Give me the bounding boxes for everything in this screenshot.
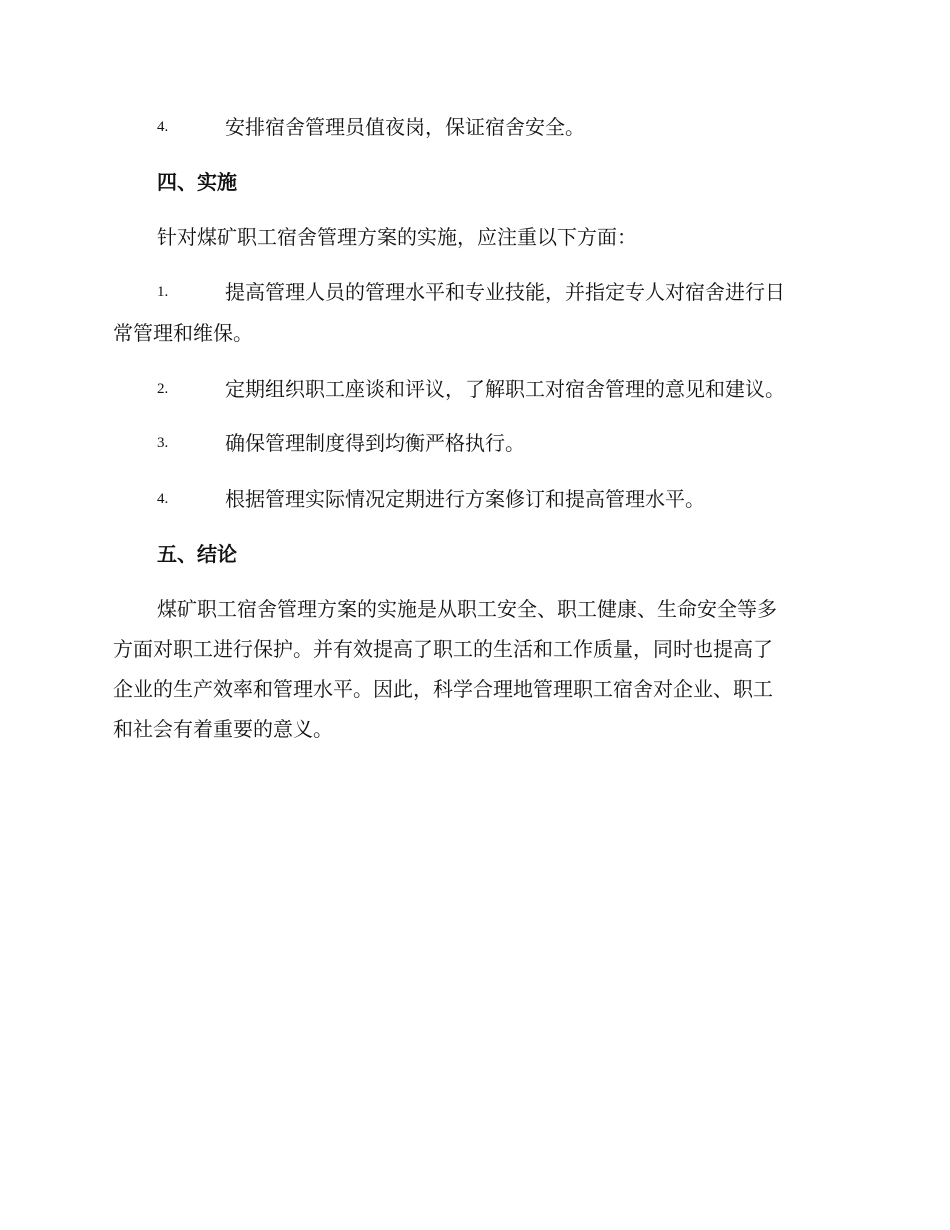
list-item-text: 根据管理实际情况定期进行方案修订和提高管理水平。 (225, 487, 705, 511)
section-heading-conclusion: 五、结论 (157, 542, 237, 566)
section-heading-implementation: 四、实施 (157, 170, 237, 194)
list-item-text: 安排宿舍管理员值夜岗，保证宿舍安全。 (225, 115, 585, 139)
list-item-number: 2. (157, 381, 169, 397)
list-item-continuation: 常管理和维保。 (113, 321, 253, 345)
list-item-text: 确保管理制度得到均衡严格执行。 (225, 431, 525, 455)
list-item-number: 3. (157, 435, 169, 451)
list-item-number: 4. (157, 491, 169, 507)
list-item-number: 1. (157, 284, 169, 300)
paragraph-line: 煤矿职工宿舍管理方案的实施是从职工安全、职工健康、生命安全等多 (157, 597, 777, 621)
paragraph-line: 企业的生产效率和管理水平。因此，科学合理地管理职工宿舍对企业、职工 (113, 677, 773, 701)
paragraph-line: 方面对职工进行保护。并有效提高了职工的生活和工作质量，同时也提高了 (113, 637, 773, 661)
list-item-number: 4. (157, 119, 169, 135)
paragraph-line: 和社会有着重要的意义。 (113, 717, 333, 741)
conclusion-paragraph (113, 589, 838, 749)
list-item-text: 定期组织职工座谈和评议，了解职工对宿舍管理的意见和建议。 (225, 377, 785, 401)
list-item-text: 提高管理人员的管理水平和专业技能，并指定专人对宿舍进行日 (225, 280, 785, 304)
section-intro: 针对煤矿职工宿舍管理方案的实施，应注重以下方面： (157, 225, 637, 249)
